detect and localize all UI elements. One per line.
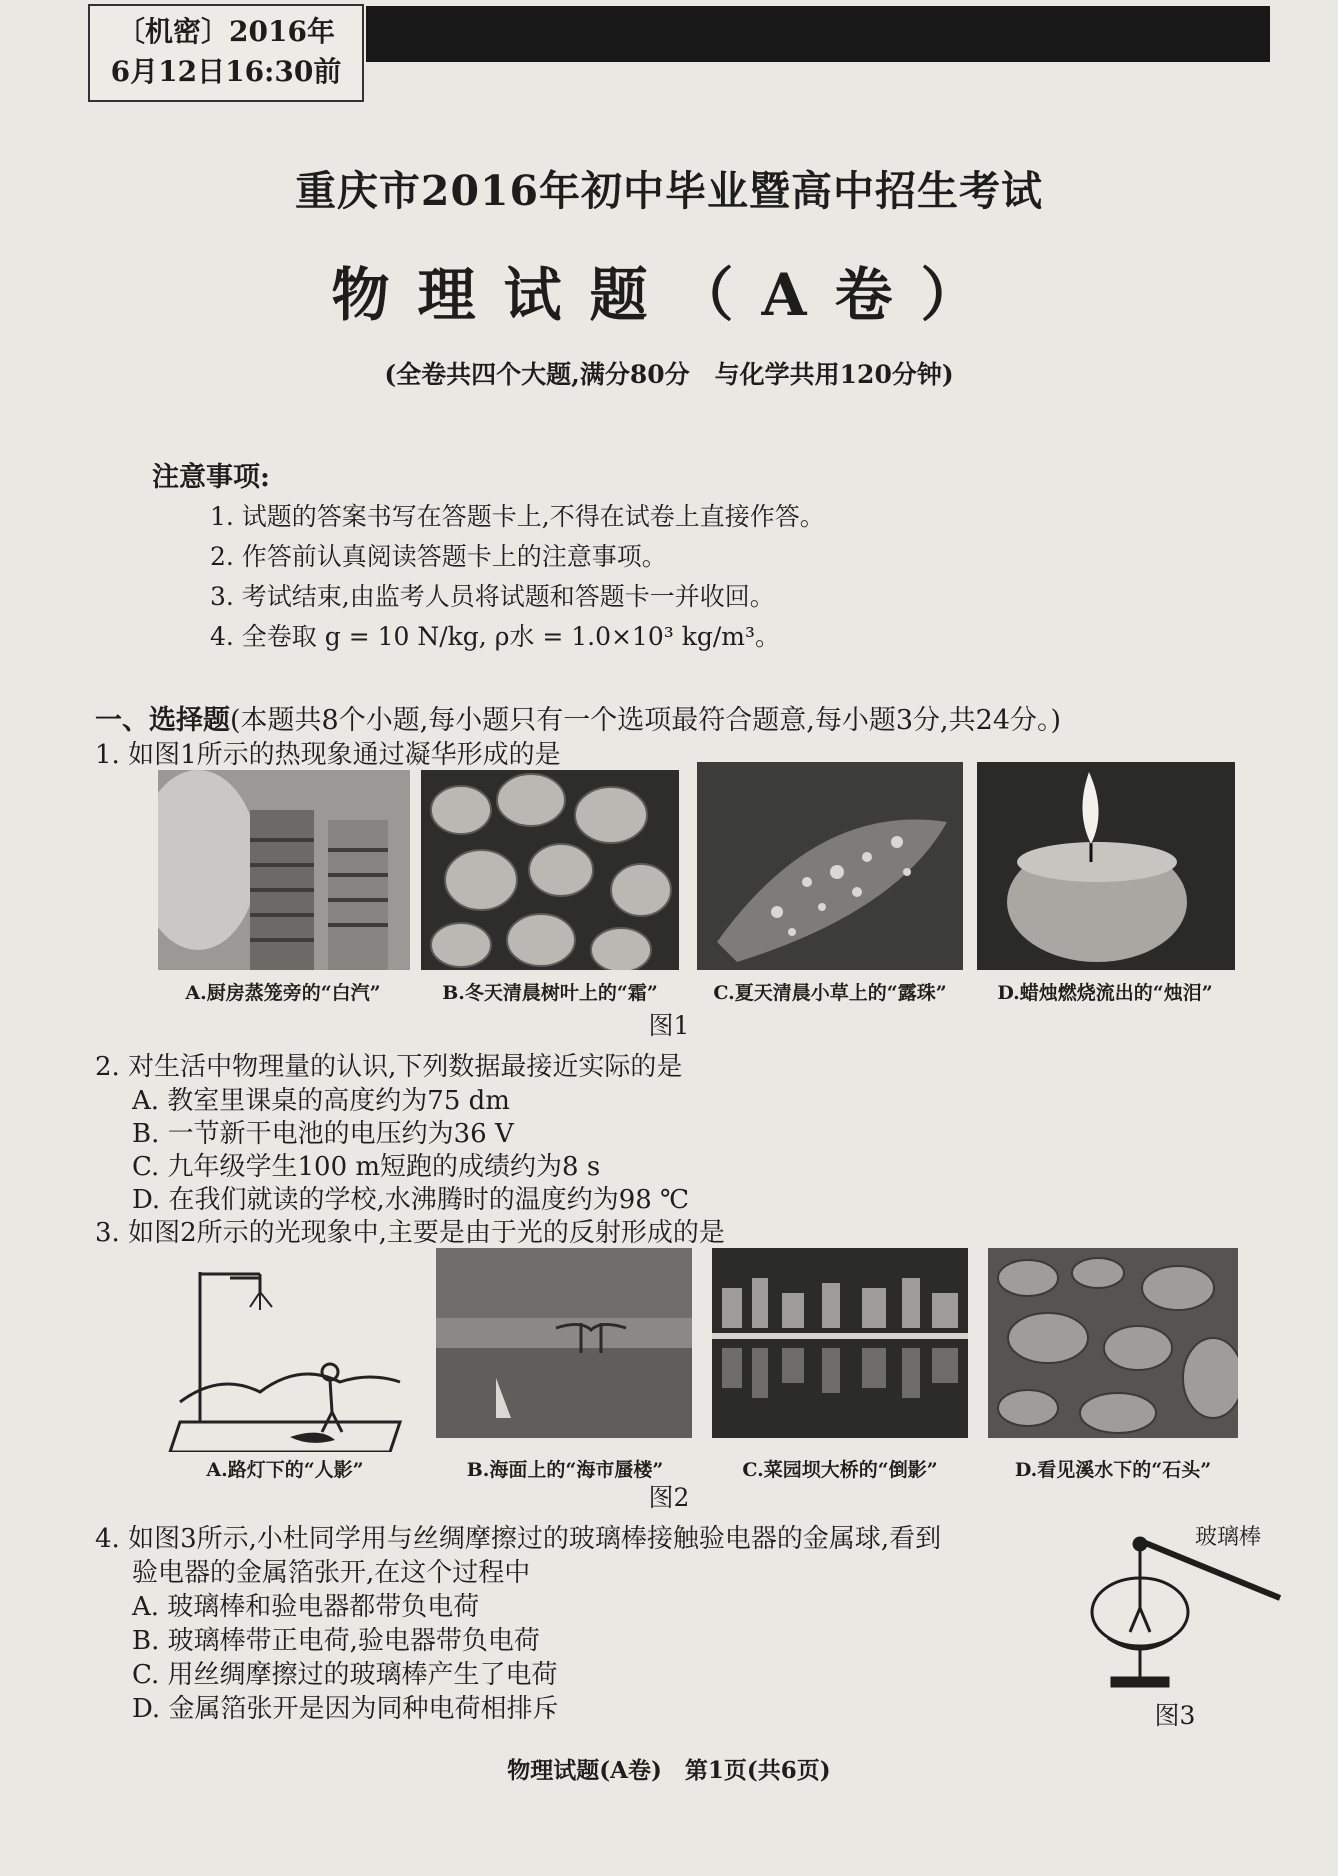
figure-2-label: 图2 bbox=[648, 1483, 690, 1512]
section-1-header bbox=[95, 698, 1061, 737]
q2-option-b: B. 一节新干电池的电压约为36 V bbox=[132, 1119, 514, 1149]
q2-option-c: C. 九年级学生100 m短跑的成绩约为8 s bbox=[132, 1152, 601, 1182]
q4-stem-line-2: 验电器的金属箔张开,在这个过程中 bbox=[132, 1558, 531, 1588]
q3-caption-b: B.海面上的“海市蜃楼” bbox=[466, 1459, 664, 1481]
q3-photo-c-bridge-reflection bbox=[712, 1248, 968, 1438]
q2-stem: 2. 对生活中物理量的认识,下列数据最接近实际的是 bbox=[95, 1052, 683, 1082]
q3-caption-a: A.路灯下的“人影” bbox=[206, 1459, 364, 1481]
paper-title: 物理试题（A卷） bbox=[331, 261, 1007, 329]
secret-stamp-box bbox=[88, 4, 364, 102]
q3-photo-b-mirage bbox=[436, 1248, 692, 1438]
section-1-heading: 一、选择题 bbox=[95, 705, 230, 736]
secret-line-1: 〔机密〕2016年 bbox=[117, 15, 335, 48]
figure-1-label: 图1 bbox=[648, 1011, 690, 1040]
notice-item-1: 1. 试题的答案书写在答题卡上,不得在试卷上直接作答。 bbox=[210, 502, 825, 531]
figure-3-label: 图3 bbox=[1154, 1701, 1196, 1730]
q1-photo-d-candle bbox=[977, 762, 1235, 970]
q2-option-d: D. 在我们就读的学校,水沸腾时的温度约为98 ℃ bbox=[132, 1185, 690, 1215]
notice-heading: 注意事项: bbox=[152, 462, 270, 493]
section-1-desc: (本题共8个小题,每小题只有一个选项最符合题意,每小题3分,共24分。) bbox=[230, 705, 1062, 736]
exam-note: (全卷共四个大题,满分80分 与化学共用120分钟) bbox=[384, 360, 954, 389]
q1-photo-b-frost bbox=[421, 770, 679, 970]
q4-option-b: B. 玻璃棒带正电荷,验电器带负电荷 bbox=[132, 1626, 540, 1656]
page-footer: 物理试题(A卷) 第1页(共6页) bbox=[507, 1757, 831, 1784]
q1-caption-a: A.厨房蒸笼旁的“白汽” bbox=[185, 982, 381, 1004]
q3-caption-c: C.菜园坝大桥的“倒影” bbox=[742, 1459, 938, 1481]
q2-option-a: A. 教室里课桌的高度约为75 dm bbox=[132, 1086, 510, 1116]
q1-stem: 1. 如图1所示的热现象通过凝华形成的是 bbox=[95, 740, 561, 770]
notice-item-2: 2. 作答前认真阅读答题卡上的注意事项。 bbox=[210, 542, 667, 571]
q1-caption-d: D.蜡烛燃烧流出的“烛泪” bbox=[997, 982, 1213, 1004]
q3-photo-d-stream-stones bbox=[988, 1248, 1238, 1438]
q3-drawing-a-streetlight bbox=[160, 1252, 408, 1452]
q4-stem-line-1: 4. 如图3所示,小杜同学用与丝绸摩擦过的玻璃棒接触验电器的金属球,看到 bbox=[95, 1524, 942, 1554]
exam-title: 重庆市2016年初中毕业暨高中招生考试 bbox=[294, 167, 1044, 215]
q4-option-d: D. 金属箔张开是因为同种电荷相排斥 bbox=[132, 1694, 559, 1724]
notice-item-4: 4. 全卷取 g = 10 N/kg, ρ水 = 1.0×10³ kg/m³。 bbox=[210, 622, 781, 651]
q3-stem: 3. 如图2所示的光现象中,主要是由于光的反射形成的是 bbox=[95, 1218, 725, 1248]
q4-option-a: A. 玻璃棒和验电器都带负电荷 bbox=[132, 1592, 480, 1622]
glass-rod-label: 玻璃棒 bbox=[1195, 1525, 1262, 1550]
q4-option-c: C. 用丝绸摩擦过的玻璃棒产生了电荷 bbox=[132, 1660, 558, 1690]
secret-line-2: 6月12日16:30前 bbox=[110, 55, 342, 88]
notice-item-3: 3. 考试结束,由监考人员将试题和答题卡一并收回。 bbox=[210, 582, 775, 611]
q1-photo-c-dew bbox=[697, 762, 963, 970]
q1-caption-c: C.夏天清晨小草上的“露珠” bbox=[713, 982, 947, 1004]
q1-caption-b: B.冬天清晨树叶上的“霜” bbox=[442, 982, 658, 1004]
q1-photo-a-steamer bbox=[158, 770, 410, 970]
top-black-band bbox=[366, 6, 1270, 62]
q3-caption-d: D.看见溪水下的“石头” bbox=[1014, 1459, 1212, 1481]
